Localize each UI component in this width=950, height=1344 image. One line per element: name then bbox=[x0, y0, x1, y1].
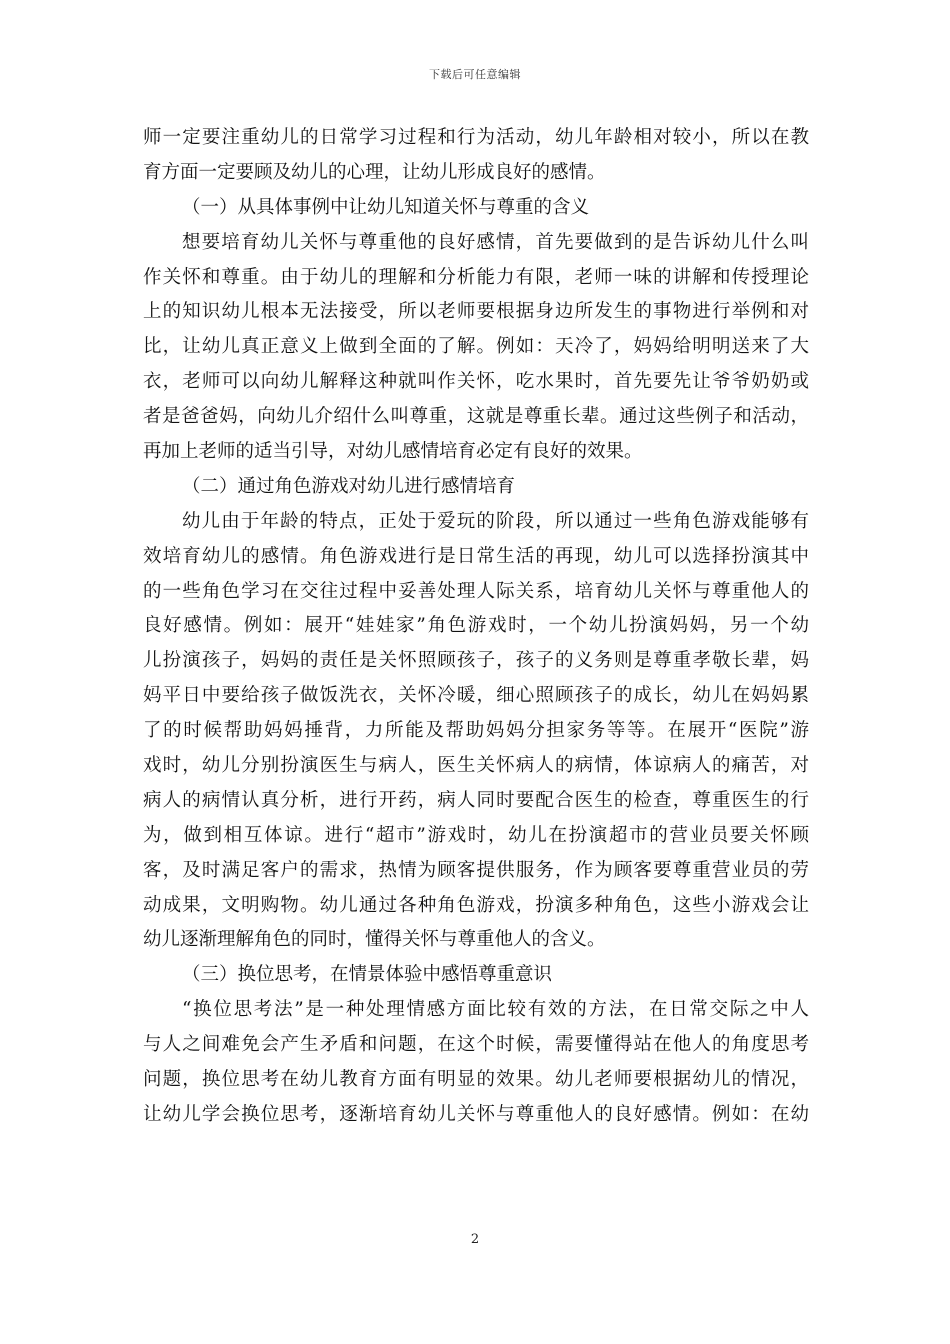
body-line: 戏时，幼儿分别扮演医生与病人，医生关怀病人的病情，体谅病人的痛苦，对 bbox=[143, 755, 809, 777]
page-number: 2 bbox=[470, 1232, 480, 1247]
section-heading-1: （一）从具体事例中让幼儿知道关怀与尊重的含义 bbox=[182, 196, 590, 218]
body-line: 让幼儿学会换位思考，逐渐培育幼儿关怀与尊重他人的良好感情。例如：在幼 bbox=[143, 1103, 809, 1125]
body-line: 育方面一定要顾及幼儿的心理，让幼儿形成良好的感情。 bbox=[143, 161, 606, 183]
body-line: 者是爸爸妈，向幼儿介绍什么叫尊重，这就是尊重长辈。通过这些例子和活动， bbox=[143, 406, 809, 428]
document-body bbox=[143, 121, 809, 1133]
body-line: “换位思考法”是一种处理情感方面比较有效的方法，在日常交际之中人 bbox=[182, 999, 809, 1021]
body-line: 动成果，文明购物。幼儿通过各种角色游戏，扮演多种角色，这些小游戏会让 bbox=[143, 894, 809, 916]
body-line: 病人的病情认真分析，进行开药，病人同时要配合医生的检查，尊重医生的行 bbox=[143, 789, 809, 811]
body-line: 幼儿由于年龄的特点，正处于爱玩的阶段，所以通过一些角色游戏能够有 bbox=[182, 510, 809, 532]
body-line: 上的知识幼儿根本无法接受，所以老师要根据身边所发生的事物进行举例和对 bbox=[143, 301, 809, 323]
section-heading-2: （二）通过角色游戏对幼儿进行感情培育 bbox=[182, 475, 516, 497]
body-line: 想要培育幼儿关怀与尊重他的良好感情，首先要做到的是告诉幼儿什么叫 bbox=[182, 231, 809, 253]
body-line: 儿扮演孩子，妈妈的责任是关怀照顾孩子，孩子的义务则是尊重孝敬长辈，妈 bbox=[143, 650, 809, 672]
body-line: 了的时候帮助妈妈捶背，力所能及帮助妈妈分担家务等等。在展开“医院”游 bbox=[143, 720, 809, 742]
body-line: 妈平日中要给孩子做饭洗衣，关怀冷暖，细心照顾孩子的成长，幼儿在妈妈累 bbox=[143, 685, 809, 707]
body-line: 衣，老师可以向幼儿解释这种就叫作关怀，吃水果时，首先要先让爷爷奶奶或 bbox=[143, 371, 809, 393]
body-line: 再加上老师的适当引导，对幼儿感情培育必定有良好的效果。 bbox=[143, 441, 643, 463]
body-line: 问题，换位思考在幼儿教育方面有明显的效果。幼儿老师要根据幼儿的情况， bbox=[143, 1069, 809, 1091]
body-line: 比，让幼儿真正意义上做到全面的了解。例如：天冷了，妈妈给明明送来了大 bbox=[143, 336, 809, 358]
body-line: 与人之间难免会产生矛盾和问题，在这个时候，需要懂得站在他人的角度思考 bbox=[143, 1034, 809, 1056]
body-line: 的一些角色学习在交往过程中妥善处理人际关系，培育幼儿关怀与尊重他人的 bbox=[143, 580, 809, 602]
page-header: 下载后可任意编辑 bbox=[429, 68, 521, 81]
body-line: 效培育幼儿的感情。角色游戏进行是日常生活的再现，幼儿可以选择扮演其中 bbox=[143, 545, 809, 567]
section-heading-3: （三）换位思考，在情景体验中感悟尊重意识 bbox=[182, 964, 553, 986]
body-line: 良好感情。例如：展开“娃娃家”角色游戏时，一个幼儿扮演妈妈，另一个幼 bbox=[143, 615, 809, 637]
body-line: 幼儿逐渐理解角色的同时，懂得关怀与尊重他人的含义。 bbox=[143, 929, 606, 951]
body-line: 师一定要注重幼儿的日常学习过程和行为活动，幼儿年龄相对较小，所以在教 bbox=[143, 127, 809, 148]
body-line: 客，及时满足客户的需求，热情为顾客提供服务，作为顾客要尊重营业员的劳 bbox=[143, 859, 809, 881]
body-line: 作关怀和尊重。由于幼儿的理解和分析能力有限，老师一味的讲解和传授理论 bbox=[143, 266, 809, 288]
body-line: 为，做到相互体谅。进行“超市”游戏时，幼儿在扮演超市的营业员要关怀顾 bbox=[143, 824, 809, 846]
